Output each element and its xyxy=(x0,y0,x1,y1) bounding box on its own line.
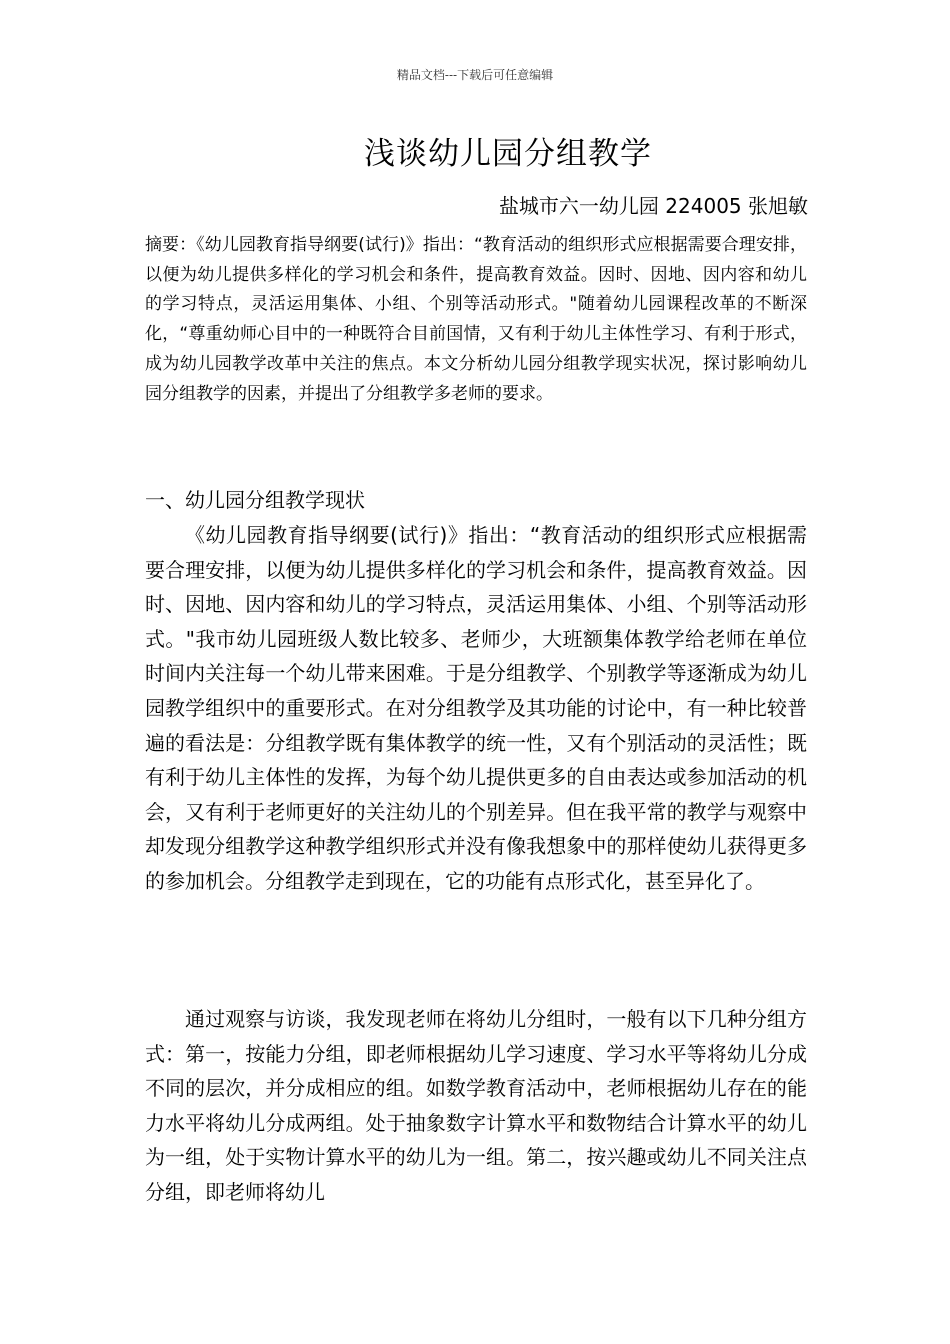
author-line: 盐城市六一幼儿园 224005 张旭敏 xyxy=(498,194,808,218)
header-note: 精品文档---下载后可任意编辑 xyxy=(396,68,554,82)
document-title: 浅谈幼儿园分组教学 xyxy=(364,136,652,172)
body-paragraph: 《幼儿园教育指导纲要(试行)》指出：“教育活动的组织形式应根据需要合理安排，以便为幼儿提供多样化的学习机会和条件，提高教育效益。因时、因地、因内容和幼儿的学习特点，灵活运用集体、小组、个别等活动形式。"我市幼儿园班级人数比较多、老师少，大班额集体教学给老师在单位时间内关注每一个幼儿带来困难。于是分组教学、个别教学等逐渐成为幼儿园教学组织中的重要形式。在对分组教学及其功能的讨论中，有一种比较普遍的看法是：分组教学既有集体教学的统一性，又有个别活动的灵活性；既有利于幼儿主体性的发挥，为每个幼儿提供更多的自由表达或参加活动的机会，又有利于老师更好的关注幼儿的个别差异。但在我平常的教学与观察中却发现分组教学这种教学组织形式并没有像我想象中的那样使幼儿获得更多的参加机会。分组教学走到现在，它的功能有点形式化，甚至异化了。 xyxy=(145,523,807,893)
section-heading: 一、幼儿园分组教学现状 xyxy=(145,488,365,512)
body-paragraph: 通过观察与访谈，我发现老师在将幼儿分组时，一般有以下几种分组方式：第一，按能力分组，即老师根据幼儿学习速度、学习水平等将幼儿分成不同的层次，并分成相应的组。如数学教育活动中，老师根据幼儿存在的能力水平将幼儿分成两组。处于抽象数字计算水平和数物结合计算水平的幼儿为一组，处于实物计算水平的幼儿为一组。第二，按兴趣或幼儿不同关注点分组，即老师将幼儿 xyxy=(145,1007,807,1204)
abstract-paragraph: 摘要：《幼儿园教育指导纲要(试行)》指出：“教育活动的组织形式应根据需要合理安排，以便为幼儿提供多样化的学习机会和条件，提高教育效益。因时、因地、因内容和幼儿的学习特点，灵活运用集体、小组、个别等活动形式。"随着幼儿园课程改革的不断深化，“尊重幼师心目中的一种既符合目前国情，又有利于幼儿主体性学习、有利于形式，成为幼儿园教学改革中关注的焦点。本文分析幼儿园分组教学现实状况，探讨影响幼儿园分组教学的因素，并提出了分组教学多老师的要求。 xyxy=(145,235,807,404)
